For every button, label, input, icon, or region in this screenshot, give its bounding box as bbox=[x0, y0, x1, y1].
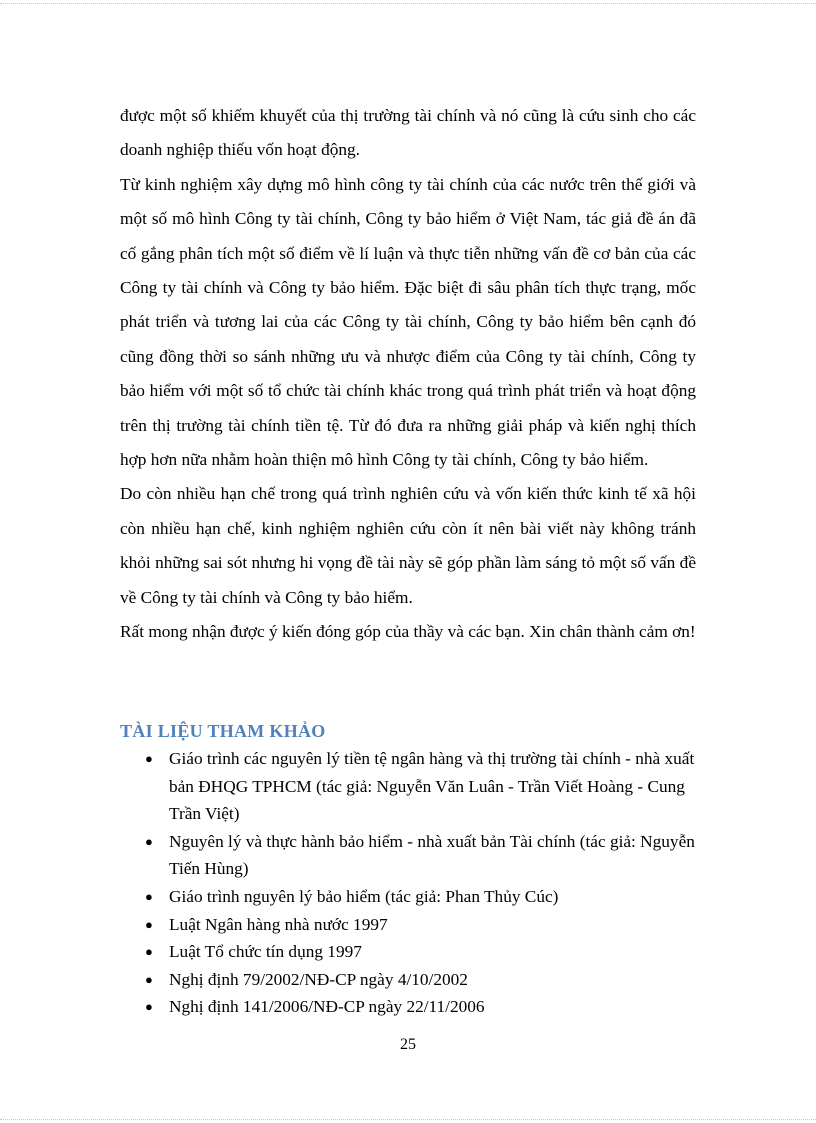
reference-text: Giáo trình nguyên lý bảo hiểm (tác giả: Phan Thủy Cúc) bbox=[169, 886, 559, 906]
paragraph-2: Từ kinh nghiệm xây dựng mô hình công ty tài chính của các nước trên thế giới và một số mô hình Công ty tài chính, Công ty bảo hiểm ở Việt Nam, tác giả đề án đã cố gắng phân tích một số điểm về lí luận và thực tiễn những vấn đề cơ bản của các Công ty tài chính và Công ty bảo hiểm. Đặc biệt đi sâu phân tích thực trạng, mốc phát triển và tương lai của các Công ty tài chính, Công ty bảo hiểm bên cạnh đó cũng đồng thời so sánh những ưu và nhược điểm của Công ty tài chính, Công ty bảo hiểm với một số tổ chức tài chính khác trong quá trình phát triển và hoạt động trên thị trường tài chính tiền tệ. Từ đó đưa ra những giải pháp và kiến nghị thích hợp hơn nữa nhằm hoàn thiện mô hình Công ty tài chính, Công ty bảo hiểm. bbox=[120, 174, 696, 470]
reference-item bbox=[140, 938, 696, 966]
reference-text: Nghị định 79/2002/NĐ-CP ngày 4/10/2002 bbox=[169, 969, 468, 989]
references-heading: TÀI LIỆU THAM KHẢO bbox=[120, 721, 326, 741]
reference-text: Luật Ngân hàng nhà nước 1997 bbox=[169, 914, 388, 934]
page-number: 25 bbox=[400, 1036, 416, 1053]
paragraph-4: Rất mong nhận được ý kiến đóng góp của thầy và các bạn. Xin chân thành cảm ơn! bbox=[120, 622, 696, 642]
reference-item bbox=[140, 745, 696, 828]
reference-text: Nghị định 141/2006/NĐ-CP ngày 22/11/2006 bbox=[169, 997, 485, 1017]
reference-item bbox=[140, 911, 696, 939]
reference-text: Luật Tổ chức tín dụng 1997 bbox=[169, 942, 362, 962]
bullet-icon: ● bbox=[145, 944, 153, 960]
bullet-icon: ● bbox=[145, 971, 153, 987]
bullet-icon: ● bbox=[145, 888, 153, 904]
reference-item bbox=[140, 883, 696, 911]
page-top-border bbox=[0, 3, 816, 4]
reference-text: Nguyên lý và thực hành bảo hiểm - nhà xuất bản Tài chính (tác giả: Nguyễn Tiến Hùng) bbox=[169, 831, 695, 879]
page-bottom-border bbox=[0, 1119, 816, 1120]
paragraph-1: được một số khiếm khuyết của thị trường tài chính và nó cũng là cứu sinh cho các doanh nghiệp thiếu vốn hoạt động. bbox=[120, 106, 696, 160]
reference-item bbox=[140, 993, 696, 1021]
bullet-icon: ● bbox=[145, 833, 153, 849]
bullet-icon: ● bbox=[145, 999, 153, 1015]
reference-text: Giáo trình các nguyên lý tiền tệ ngân hàng và thị trường tài chính - nhà xuất bản ĐHQG TPHCM (tác giả: Nguyễn Văn Luân - Trần Viết Hoàng - Cung Trần Việt) bbox=[169, 749, 695, 824]
reference-item bbox=[140, 828, 696, 883]
paragraph-3: Do còn nhiều hạn chế trong quá trình nghiên cứu và vốn kiến thức kinh tế xã hội còn nhiều hạn chế, kinh nghiệm nghiên cứu còn ít nên bài viết này không tránh khỏi những sai sót nhưng hi vọng đề tài này sẽ góp phần làm sáng tỏ một số vấn đề về Công ty tài chính và Công ty bảo hiểm. bbox=[120, 484, 696, 607]
bullet-icon: ● bbox=[145, 916, 153, 932]
bullet-icon: ● bbox=[145, 751, 153, 766]
body-text bbox=[120, 99, 696, 650]
references-list bbox=[140, 745, 696, 1021]
reference-item bbox=[140, 966, 696, 994]
